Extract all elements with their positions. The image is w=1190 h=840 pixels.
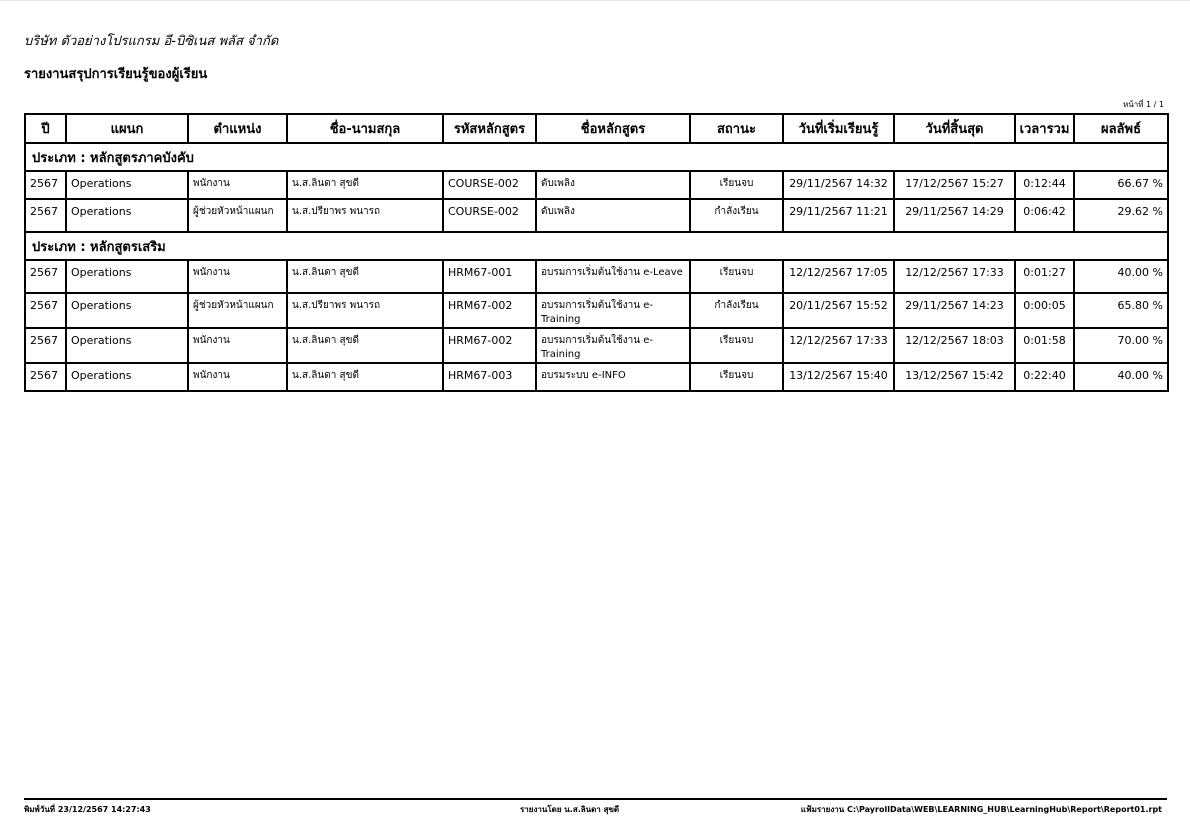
col-header-name: ชื่อ-นามสกุล: [287, 114, 443, 143]
col-header-status: สถานะ: [690, 114, 783, 143]
col-header-dept: แผนก: [66, 114, 188, 143]
cell-status: เรียนจบ: [690, 171, 783, 199]
cell-dept: Operations: [66, 293, 188, 328]
cell-code: COURSE-002: [443, 171, 536, 199]
cell-code: HRM67-003: [443, 363, 536, 391]
cell-name: น.ส.ลินดา สุขดี: [287, 328, 443, 363]
cell-course: อบรมการเริ่มต้นใช้งาน e-Training: [536, 293, 690, 328]
cell-time: 0:01:58: [1015, 328, 1074, 363]
col-header-position: ตำแหน่ง: [188, 114, 287, 143]
col-header-year: ปี: [25, 114, 66, 143]
table-row: [25, 171, 1168, 199]
cell-course: อบรมการเริ่มต้นใช้งาน e-Training: [536, 328, 690, 363]
cell-name: น.ส.ปรียาพร พนารถ: [287, 293, 443, 328]
cell-end: 17/12/2567 15:27: [894, 171, 1015, 199]
cell-year: 2567: [25, 328, 66, 363]
cell-start: 29/11/2567 14:32: [783, 171, 894, 199]
cell-start: 29/11/2567 11:21: [783, 199, 894, 232]
page-number: หน้าที่ 1 / 1: [1122, 100, 1164, 109]
cell-end: 29/11/2567 14:23: [894, 293, 1015, 328]
table-row: [25, 293, 1168, 328]
cell-status: กำลังเรียน: [690, 293, 783, 328]
col-header-result: ผลลัพธ์: [1074, 114, 1168, 143]
cell-name: น.ส.ลินดา สุขดี: [287, 363, 443, 391]
col-header-time: เวลารวม: [1015, 114, 1074, 143]
print-date: พิมพ์วันที่ 23/12/2567 14:27:43: [24, 805, 151, 814]
cell-result: 70.00 %: [1074, 328, 1168, 363]
cell-status: เรียนจบ: [690, 260, 783, 293]
cell-result: 40.00 %: [1074, 363, 1168, 391]
col-header-course: ชื่อหลักสูตร: [536, 114, 690, 143]
cell-status: เรียนจบ: [690, 328, 783, 363]
cell-course: อบรมระบบ e-INFO: [536, 363, 690, 391]
top-border: [0, 0, 1190, 1]
cell-dept: Operations: [66, 171, 188, 199]
col-header-code: รหัสหลักสูตร: [443, 114, 536, 143]
cell-result: 29.62 %: [1074, 199, 1168, 232]
cell-end: 12/12/2567 17:33: [894, 260, 1015, 293]
cell-position: พนักงาน: [188, 260, 287, 293]
reported-by: รายงานโดย น.ส.ลินดา สุขดี: [520, 805, 620, 814]
cell-status: เรียนจบ: [690, 363, 783, 391]
cell-year: 2567: [25, 293, 66, 328]
header-row: [25, 114, 1168, 143]
table-row: [25, 260, 1168, 293]
cell-position: พนักงาน: [188, 171, 287, 199]
cell-code: HRM67-002: [443, 328, 536, 363]
cell-code: HRM67-001: [443, 260, 536, 293]
cell-code: COURSE-002: [443, 199, 536, 232]
group-label: ประเภท : หลักสูตรเสริม: [25, 232, 1168, 260]
footer-divider: [24, 798, 1167, 800]
cell-dept: Operations: [66, 260, 188, 293]
cell-position: ผู้ช่วยหัวหน้าแผนก: [188, 293, 287, 328]
cell-time: 0:22:40: [1015, 363, 1074, 391]
cell-end: 29/11/2567 14:29: [894, 199, 1015, 232]
cell-end: 12/12/2567 18:03: [894, 328, 1015, 363]
cell-dept: Operations: [66, 199, 188, 232]
cell-position: พนักงาน: [188, 363, 287, 391]
report-table: [24, 113, 1169, 392]
cell-name: น.ส.ปรียาพร พนารถ: [287, 199, 443, 232]
cell-start: 20/11/2567 15:52: [783, 293, 894, 328]
report-title: รายงานสรุปการเรียนรู้ของผู้เรียน: [24, 67, 208, 82]
cell-start: 13/12/2567 15:40: [783, 363, 894, 391]
cell-position: ผู้ช่วยหัวหน้าแผนก: [188, 199, 287, 232]
cell-time: 0:01:27: [1015, 260, 1074, 293]
cell-name: น.ส.ลินดา สุขดี: [287, 260, 443, 293]
cell-year: 2567: [25, 260, 66, 293]
cell-start: 12/12/2567 17:33: [783, 328, 894, 363]
group-row: [25, 232, 1168, 260]
cell-year: 2567: [25, 171, 66, 199]
company-name: บริษัท ตัวอย่างโปรแกรม อี-บิซิเนส พลัส จำกัด: [24, 34, 279, 49]
cell-course: อบรมการเริ่มต้นใช้งาน e-Leave: [536, 260, 690, 293]
cell-name: น.ส.ลินดา สุขดี: [287, 171, 443, 199]
cell-time: 0:06:42: [1015, 199, 1074, 232]
cell-status: กำลังเรียน: [690, 199, 783, 232]
cell-result: 40.00 %: [1074, 260, 1168, 293]
group-row: [25, 143, 1168, 171]
cell-course: ดับเพลิง: [536, 171, 690, 199]
cell-course: ดับเพลิง: [536, 199, 690, 232]
cell-dept: Operations: [66, 328, 188, 363]
cell-result: 66.67 %: [1074, 171, 1168, 199]
table-row: [25, 363, 1168, 391]
col-header-end: วันที่สิ้นสุด: [894, 114, 1015, 143]
cell-time: 0:12:44: [1015, 171, 1074, 199]
cell-start: 12/12/2567 17:05: [783, 260, 894, 293]
col-header-start: วันที่เริ่มเรียนรู้: [783, 114, 894, 143]
cell-dept: Operations: [66, 363, 188, 391]
cell-year: 2567: [25, 199, 66, 232]
cell-code: HRM67-002: [443, 293, 536, 328]
table-row: [25, 199, 1168, 232]
cell-result: 65.80 %: [1074, 293, 1168, 328]
table-row: [25, 328, 1168, 363]
cell-position: พนักงาน: [188, 328, 287, 363]
cell-time: 0:00:05: [1015, 293, 1074, 328]
group-label: ประเภท : หลักสูตรภาคบังคับ: [25, 143, 1168, 171]
report-file-path: แฟ้มรายงาน C:\PayrollData\WEB\LEARNING_HUB\LearningHub\Report\Report01.rpt: [800, 805, 1162, 814]
cell-end: 13/12/2567 15:42: [894, 363, 1015, 391]
cell-year: 2567: [25, 363, 66, 391]
